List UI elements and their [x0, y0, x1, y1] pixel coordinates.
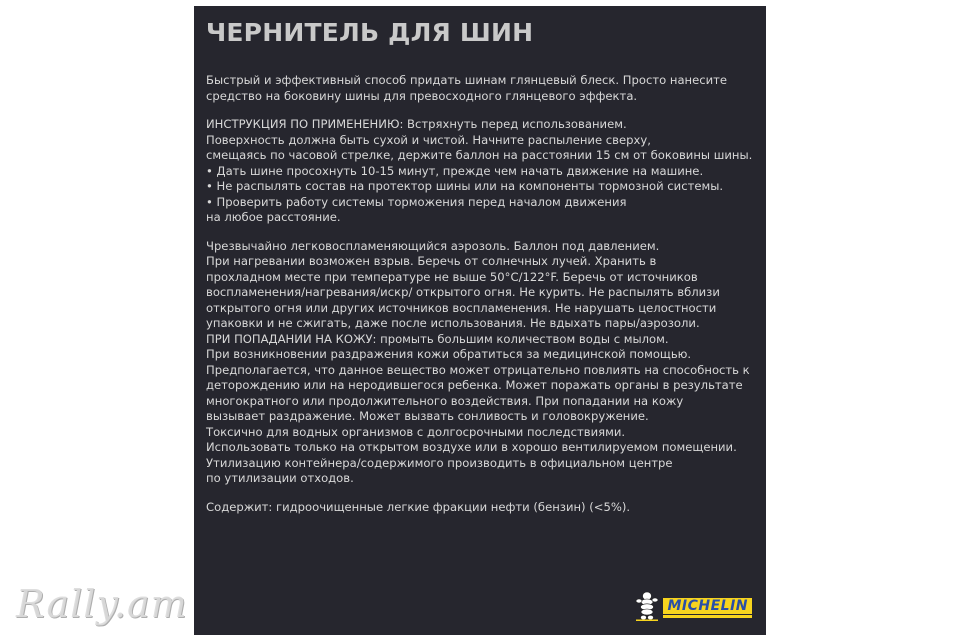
text-line: Утилизацию контейнера/содержимого производить в официальном центре: [206, 455, 673, 470]
text-line: ПРИ ПОПАДАНИИ НА КОЖУ: промыть большим количеством воды с мылом.: [206, 331, 669, 346]
product-info-panel: [194, 6, 766, 635]
michelin-man-icon: [635, 591, 659, 621]
text-line: прохладном месте при температуре не выше 50°C/122°F. Беречь от источников: [206, 269, 698, 284]
text-line: смещаясь по часовой стрелке, держите баллон на расстоянии 15 см от боковины шины.: [206, 148, 753, 162]
text-line: При возникновении раздражения кожи обратиться за медицинской помощью.: [206, 347, 692, 361]
text-line: деторождению или на неродившегося ребенка. Может поражать органы в результате: [206, 378, 743, 392]
text-line: открытого огня или других источников воспламенения. Не нарушать целостности: [206, 300, 717, 315]
text-line: • Не распылять состав на протектор шины или на компоненты тормозной системы.: [206, 179, 724, 193]
text-line: многократного или продолжительного воздействия. При попадании на кожу: [206, 393, 684, 408]
instructions-paragraph: [206, 117, 756, 226]
text-line: Содержит: гидроочищенные легкие фракции нефти (бензин) (<5%).: [206, 499, 631, 514]
text-line: • Проверить работу системы торможения перед началом движения: [206, 194, 627, 209]
text-line: упаковки и не сжигать, даже после использования. Не вдыхать пары/аэрозоли.: [206, 316, 700, 330]
text-line: по утилизации отходов.: [206, 471, 354, 485]
text-line: Быстрый и эффективный способ придать шинам глянцевый блеск. Просто нанесите: [206, 73, 728, 87]
description-paragraph: [206, 73, 756, 104]
text-line: вызывает раздражение. Может вызвать сонливость и головокружение.: [206, 409, 649, 423]
text-line: средство на боковину шины для превосходного глянцевого эффекта.: [206, 88, 638, 103]
brand-name: MICHELIN: [663, 598, 752, 614]
text-line: Использовать только на открытом воздухе или в хорошо вентилируемом помещении.: [206, 440, 737, 454]
text-line: Токсично для водных организмов с долгосрочными последствиями.: [206, 424, 626, 439]
warnings-paragraph: [206, 239, 756, 487]
page-title: ЧЕРНИТЕЛЬ ДЛЯ ШИН: [206, 18, 534, 47]
watermark-text: Rally.am: [16, 582, 188, 626]
text-line: При нагревании возможен взрыв. Беречь от солнечных лучей. Хранить в: [206, 254, 657, 268]
text-line: Предполагается, что данное вещество может отрицательно повлиять на способность к: [206, 362, 750, 377]
text-line: ИНСТРУКЦИЯ ПО ПРИМЕНЕНИЮ: Встряхнуть перед использованием.: [206, 117, 627, 131]
michelin-logo: [635, 591, 752, 621]
text-line: • Дать шине просохнуть 10-15 минут, прежде чем начать движение на машине.: [206, 163, 704, 178]
text-line: воспламенения/нагревания/искр/ открытого огня. Не курить. Не распылять вблизи: [206, 285, 720, 299]
text-line: Чрезвычайно легковоспламеняющийся аэрозоль. Баллон под давлением.: [206, 238, 660, 253]
text-line: на любое расстояние.: [206, 210, 341, 224]
contents-paragraph: [206, 500, 756, 516]
text-line: Поверхность должна быть сухой и чистой. Начните распыление сверху,: [206, 132, 651, 147]
